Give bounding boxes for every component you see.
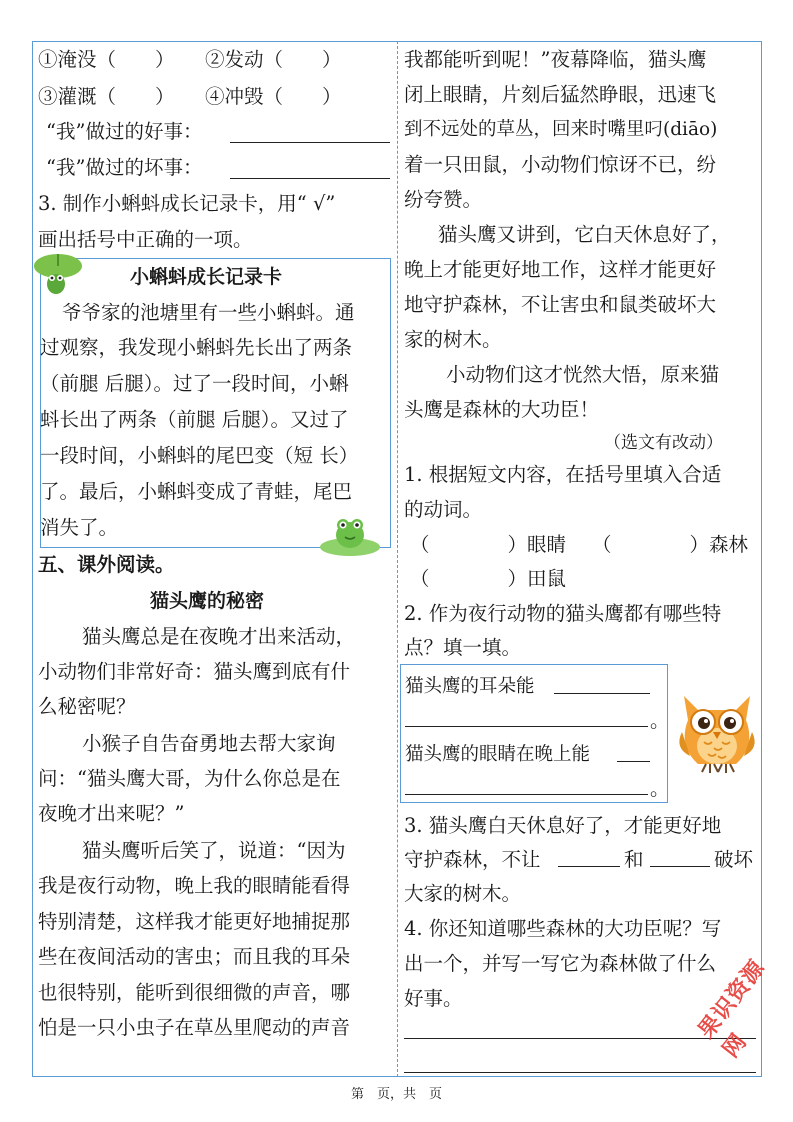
story-left-line-7: 猫头鹰听后笑了，说道：“因为	[82, 839, 346, 862]
owl-eye-period: 。	[650, 777, 670, 800]
card-line-5: 一段时间，小蝌蚪的尾巴变（短 长）	[40, 444, 359, 467]
bad-deed-label: “我”做过的坏事：	[46, 156, 203, 179]
q1-fill-forest[interactable]: （ ）森林	[592, 533, 749, 556]
leaf-frog-icon	[32, 250, 88, 298]
column-divider	[397, 41, 398, 1077]
owl-ear-period: 。	[650, 709, 670, 732]
q3-right-line1: 3. 猫头鹰白天休息好了，才能更好地	[404, 814, 722, 837]
q3-right-line2-a: 守护森林，不让	[404, 848, 541, 871]
owl-ear-label: 猫头鹰的耳朵能	[405, 676, 535, 697]
q3-right-line2-c: 破坏	[714, 848, 754, 871]
q3-left-line1: 3. 制作小蝌蚪成长记录卡，用“ √”	[38, 192, 336, 215]
card-line-2: 过观察，我发现小蝌蚪先长出了两条	[40, 336, 353, 359]
q4-answer-line-2[interactable]	[404, 1072, 756, 1073]
bad-deed-answer-line[interactable]	[230, 178, 390, 179]
story-right-line-9: 家的树木。	[404, 328, 502, 351]
story-right-line-8: 地守护森林，不让害虫和鼠类破坏大	[404, 293, 717, 316]
watermark-stamp: 果识资源网	[693, 955, 771, 1063]
good-deed-answer-line[interactable]	[230, 142, 390, 143]
card-line-1: 爷爷家的池塘里有一些小蝌蚪。通	[62, 301, 355, 324]
q1-fill-eyes[interactable]: （ ）眼睛	[410, 533, 567, 556]
story-left-line-10: 些在夜间活动的害虫；而且我的耳朵	[38, 945, 351, 968]
story-left-line-6: 夜晚才出来呢？”	[38, 802, 185, 825]
story-left-line-12: 怕是一只小虫子在草丛里爬动的声音	[38, 1016, 351, 1039]
owl-eye-answer-line-1[interactable]	[617, 761, 650, 762]
story-right-line-1: 我都能听到呢！”夜幕降临，猫头鹰	[404, 48, 707, 71]
story-left-line-1: 猫头鹰总是在夜晚才出来活动，	[82, 625, 356, 648]
story-left-line-4: 小猴子自告奋勇地去帮大家询	[82, 732, 336, 755]
card-title: 小蝌蚪成长记录卡	[130, 266, 283, 288]
story-left-line-9: 特别清楚，这样我才能更好地捕捉那	[38, 910, 351, 933]
story-right-line-5: 纷夸赞。	[404, 188, 483, 211]
owl-icon	[674, 686, 760, 778]
owl-ear-answer-line-2[interactable]	[405, 726, 648, 727]
source-note: （选文有改动）	[604, 433, 723, 453]
q3-left-line2: 画出括号中正确的一项。	[38, 228, 253, 251]
vocab-item-4: ④冲毁（ ）	[205, 85, 342, 108]
good-deed-label: “我”做过的好事：	[46, 120, 203, 143]
q1-fill-mouse[interactable]: （ ）田鼠	[410, 567, 567, 590]
story-left-line-3: 么秘密呢？	[38, 695, 136, 718]
card-line-7: 消失了。	[40, 516, 119, 539]
q3-blank-2[interactable]	[650, 866, 710, 867]
vocab-item-1: ①淹没（ ）	[38, 48, 175, 71]
owl-eye-label: 猫头鹰的眼睛在晚上能	[405, 744, 591, 765]
q4-answer-line-1[interactable]	[404, 1038, 756, 1039]
q3-right-line3: 大家的树木。	[404, 882, 522, 905]
story-right-line-3: 到不远处的草丛，回来时嘴里叼(diāo)	[404, 119, 718, 140]
q2-line2: 点？填一填。	[404, 636, 522, 659]
vocab-item-3: ③灌溉（ ）	[38, 85, 175, 108]
card-line-3: （前腿 后腿）。过了一段时间，小蝌	[40, 372, 349, 395]
story-right-line-4: 着一只田鼠，小动物们惊讶不已，纷	[404, 153, 717, 176]
q1-line1: 1. 根据短文内容，在括号里填入合适	[404, 463, 722, 486]
q3-right-line2-b: 和	[624, 848, 644, 871]
section5-heading: 五、课外阅读。	[38, 553, 175, 576]
q4-line2: 出一个，并写一写它为森林做了什么	[404, 952, 717, 975]
card-line-4: 蚪长出了两条（前腿 后腿）。又过了	[40, 408, 349, 431]
owl-ear-answer-line-1[interactable]	[554, 693, 650, 694]
story-left-line-8: 我是夜行动物，晚上我的眼睛能看得	[38, 874, 351, 897]
card-line-6: 了。最后，小蝌蚪变成了青蛙，尾巴	[40, 480, 353, 503]
story-title: 猫头鹰的秘密	[150, 590, 265, 612]
owl-eye-answer-line-2[interactable]	[405, 794, 648, 795]
story-right-line-2: 闭上眼睛，片刻后猛然睁眼，迅速飞	[404, 83, 717, 106]
story-right-line-7: 晚上才能更好地工作，这样才能更好	[404, 258, 717, 281]
vocab-item-2: ②发动（ ）	[205, 48, 342, 71]
story-left-line-2: 小动物们非常好奇：猫头鹰到底有什	[38, 660, 351, 683]
q4-line3: 好事。	[404, 987, 463, 1010]
q3-blank-1[interactable]	[558, 866, 620, 867]
q2-line1: 2. 作为夜行动物的猫头鹰都有哪些特	[404, 602, 722, 625]
frog-icon	[318, 509, 382, 557]
story-right-line-10: 小动物们这才恍然大悟，原来猫	[446, 363, 720, 386]
q1-line2: 的动词。	[404, 498, 483, 521]
story-left-line-5: 问：“猫头鹰大哥，为什么你总是在	[38, 767, 341, 790]
q4-line1: 4. 你还知道哪些森林的大功臣呢？写	[404, 917, 722, 940]
story-left-line-11: 也很特别，能听到很细微的声音，哪	[38, 981, 351, 1004]
page-footer: 第 页，共 页	[350, 1087, 442, 1102]
story-right-line-6: 猫头鹰又讲到，它白天休息好了，	[438, 223, 731, 246]
story-right-line-11: 头鹰是森林的大功臣！	[404, 398, 600, 421]
